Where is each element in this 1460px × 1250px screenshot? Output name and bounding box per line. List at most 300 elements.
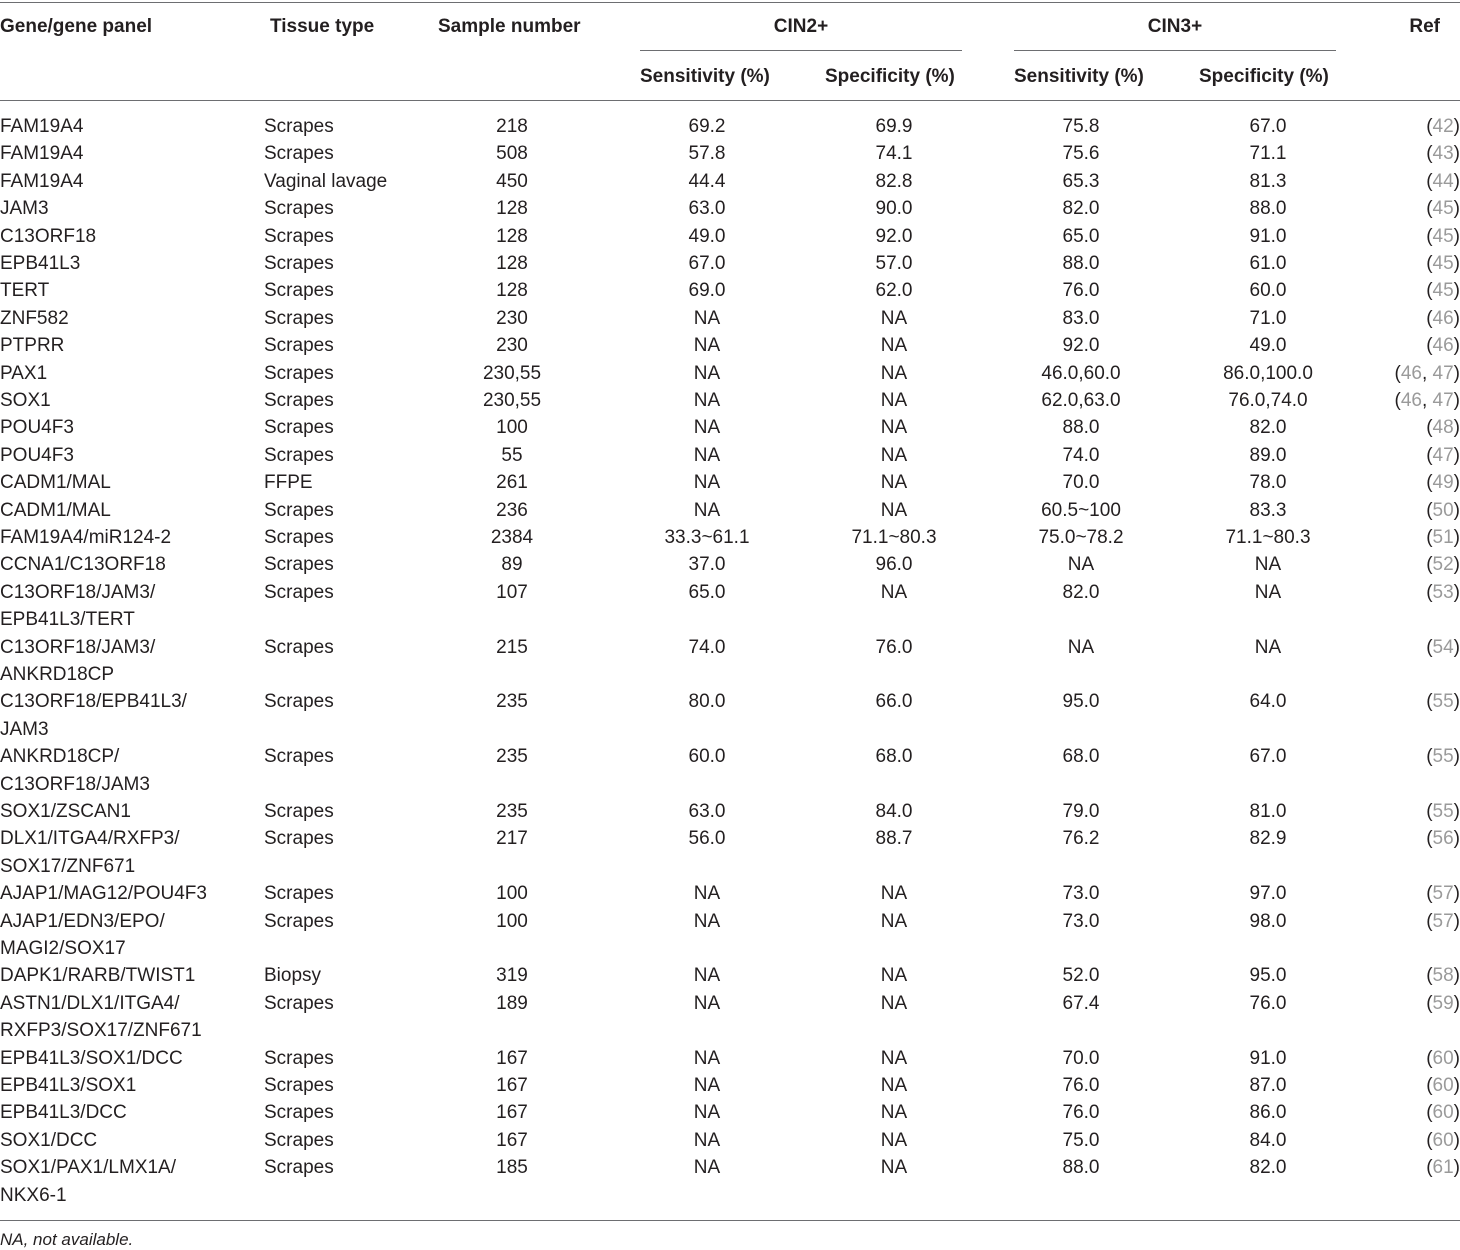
cell-tissue-type: Scrapes xyxy=(264,801,334,822)
cell-cin2-sensitivity: 56.0 xyxy=(688,828,726,850)
reference-link[interactable]: 45 xyxy=(1432,253,1454,274)
cell-cin2-sensitivity: 69.2 xyxy=(688,116,726,137)
cell-cin3-specificity: 71.0 xyxy=(1249,307,1287,329)
cell-cin3-sensitivity: 46.0,60.0 xyxy=(1041,362,1121,384)
cell-cin2-specificity: NA xyxy=(880,1075,908,1096)
cell-ref: (59) xyxy=(1426,992,1460,1014)
cell-cin2-sensitivity: 80.0 xyxy=(688,691,726,713)
cell-cin2-specificity: 88.7 xyxy=(875,828,913,850)
cell-gene-panel xyxy=(0,962,195,989)
cell-gene-panel xyxy=(0,551,166,578)
top-rule xyxy=(0,2,1460,3)
reference-link[interactable]: 43 xyxy=(1432,143,1454,165)
cell-cin3-sensitivity: 67.4 xyxy=(1062,992,1100,1014)
table-row xyxy=(0,332,1460,359)
table-row xyxy=(0,387,1460,414)
reference-link[interactable]: 48 xyxy=(1432,417,1454,439)
cell-tissue-type: Scrapes xyxy=(264,143,334,165)
reference-link[interactable]: 45 xyxy=(1432,280,1454,302)
cell-ref: (55) xyxy=(1426,691,1460,713)
reference-link[interactable]: 45 xyxy=(1432,198,1454,220)
gene-line: ANKRD18CP/ xyxy=(0,746,120,768)
cell-cin2-sensitivity: NA xyxy=(693,472,721,494)
cell-cin3-sensitivity: NA xyxy=(1067,554,1095,576)
cell-cin3-sensitivity: 75.6 xyxy=(1062,143,1100,165)
gene-line: PTPRR xyxy=(0,335,65,357)
cell-gene-panel xyxy=(0,634,155,689)
cell-cin2-specificity: NA xyxy=(880,307,908,329)
cell-sample-number: 100 xyxy=(496,417,528,439)
cell-cin3-specificity: NA xyxy=(1254,636,1282,658)
cell-gene-panel xyxy=(0,469,111,496)
cell-gene-panel xyxy=(0,277,49,304)
cell-ref: (45) xyxy=(1426,280,1460,302)
cell-gene-panel xyxy=(0,1127,97,1154)
reference-link[interactable]: 57 xyxy=(1432,883,1454,905)
gene-line: CCNA1/C13ORF18 xyxy=(0,554,166,576)
reference-link[interactable]: 60 xyxy=(1432,1075,1454,1096)
gene-line: SOX1 xyxy=(0,390,51,411)
cell-ref: (55) xyxy=(1426,746,1460,768)
cell-cin2-sensitivity: NA xyxy=(693,444,721,466)
cell-ref: (60) xyxy=(1426,1075,1460,1096)
cell-gene-panel xyxy=(0,1154,176,1209)
cell-cin2-sensitivity: 49.0 xyxy=(688,225,726,247)
cell-sample-number: 55 xyxy=(501,444,523,466)
reference-link[interactable]: 58 xyxy=(1432,965,1454,987)
cell-tissue-type: Scrapes xyxy=(264,362,334,384)
table-row xyxy=(0,798,1460,825)
reference-link[interactable]: 56 xyxy=(1432,828,1454,850)
cell-ref: (60) xyxy=(1426,1129,1460,1151)
cell-cin2-sensitivity: 44.4 xyxy=(688,170,726,192)
cell-sample-number: 236 xyxy=(496,499,528,521)
cell-sample-number: 319 xyxy=(496,965,528,987)
reference-link[interactable]: 53 xyxy=(1432,581,1454,603)
table-row xyxy=(0,825,1460,880)
cell-sample-number: 230,55 xyxy=(482,362,542,384)
cell-cin3-sensitivity: 88.0 xyxy=(1062,1157,1100,1179)
cell-cin3-sensitivity: 74.0 xyxy=(1062,444,1100,466)
reference-link[interactable]: 57 xyxy=(1432,910,1454,932)
cell-tissue-type: Scrapes xyxy=(264,307,334,329)
cell-sample-number: 185 xyxy=(496,1157,528,1179)
cell-gene-panel xyxy=(0,825,180,880)
gene-line: FAM19A4 xyxy=(0,143,84,165)
cell-sample-number: 100 xyxy=(496,910,528,932)
cell-ref: (43) xyxy=(1426,143,1460,165)
table-row xyxy=(0,168,1460,195)
cell-cin3-specificity: 82.9 xyxy=(1249,828,1287,850)
gene-line: C13ORF18/JAM3 xyxy=(0,773,150,795)
cell-cin2-specificity: 69.9 xyxy=(875,116,913,137)
cell-tissue-type: Scrapes xyxy=(264,417,334,439)
gene-line: ASTN1/DLX1/ITGA4/ xyxy=(0,992,180,1014)
table-row xyxy=(0,990,1460,1045)
cell-cin3-specificity: 95.0 xyxy=(1249,965,1287,987)
gene-line: JAM3 xyxy=(0,198,49,220)
cell-cin2-sensitivity: NA xyxy=(693,965,721,987)
gene-line: JAM3 xyxy=(0,718,49,740)
table-row xyxy=(0,442,1460,469)
cell-cin2-sensitivity: 74.0 xyxy=(688,636,726,658)
cell-tissue-type: Scrapes xyxy=(264,1157,334,1179)
table-row xyxy=(0,497,1460,524)
cell-cin2-specificity: NA xyxy=(880,883,908,905)
cell-cin3-specificity: 87.0 xyxy=(1249,1075,1287,1096)
cell-tissue-type: Scrapes xyxy=(264,828,334,850)
cell-sample-number: 89 xyxy=(501,554,523,576)
table-row xyxy=(0,113,1460,140)
cell-cin2-sensitivity: 60.0 xyxy=(688,746,726,768)
cell-tissue-type: Scrapes xyxy=(264,636,334,658)
cell-cin3-specificity: 71.1~80.3 xyxy=(1225,527,1311,548)
reference-link[interactable]: 45 xyxy=(1432,225,1454,247)
reference-link[interactable]: 55 xyxy=(1432,691,1454,713)
reference-link[interactable]: 44 xyxy=(1432,170,1454,192)
cell-cin2-specificity: 90.0 xyxy=(875,198,913,220)
cell-ref: (58) xyxy=(1426,965,1460,987)
header-tissue: Tissue type xyxy=(270,16,375,37)
cell-cin3-specificity: 49.0 xyxy=(1249,335,1287,357)
cell-ref: (56) xyxy=(1426,828,1460,850)
cell-ref: (46, 47) xyxy=(1394,390,1460,411)
gene-line: AJAP1/MAG12/POU4F3 xyxy=(0,883,207,905)
cell-ref: (45) xyxy=(1426,225,1460,247)
reference-link[interactable]: 59 xyxy=(1432,992,1454,1014)
cell-gene-panel xyxy=(0,140,83,167)
cell-tissue-type: FFPE xyxy=(264,472,313,494)
cell-sample-number: 167 xyxy=(496,1129,528,1151)
cell-gene-panel xyxy=(0,990,202,1045)
cell-sample-number: 218 xyxy=(496,116,528,137)
cell-cin3-sensitivity: 75.8 xyxy=(1062,116,1100,137)
cell-cin3-sensitivity: 75.0 xyxy=(1062,1129,1100,1151)
cell-cin2-specificity: NA xyxy=(880,910,908,932)
cell-cin3-specificity: 76.0,74.0 xyxy=(1228,390,1308,411)
reference-link[interactable]: 50 xyxy=(1432,499,1454,521)
cell-gene-panel xyxy=(0,579,155,634)
cell-cin3-specificity: 64.0 xyxy=(1249,691,1287,713)
gene-line: FAM19A4/miR124-2 xyxy=(0,527,172,548)
table-row xyxy=(0,688,1460,743)
cell-cin2-specificity: NA xyxy=(880,1047,908,1069)
reference-link[interactable]: 46 xyxy=(1432,307,1454,329)
cell-ref: (55) xyxy=(1426,801,1460,822)
table-footnote: NA, not available. xyxy=(0,1230,134,1249)
cell-cin2-specificity: 82.8 xyxy=(875,170,913,192)
cell-ref: (44) xyxy=(1426,170,1460,192)
reference-link[interactable]: 60 xyxy=(1432,1047,1454,1069)
cell-gene-panel xyxy=(0,332,64,359)
cell-ref: (61) xyxy=(1426,1157,1460,1179)
gene-line: SOX1/DCC xyxy=(0,1129,98,1151)
cell-ref: (47) xyxy=(1426,444,1460,466)
cell-ref: (52) xyxy=(1426,554,1460,576)
gene-line: SOX1/ZSCAN1 xyxy=(0,801,131,822)
cell-tissue-type: Scrapes xyxy=(264,554,334,576)
gene-line: FAM19A4 xyxy=(0,170,84,192)
reference-link[interactable]: 47 xyxy=(1432,362,1454,384)
cell-cin3-specificity: 78.0 xyxy=(1249,472,1287,494)
cell-cin3-specificity: 71.1 xyxy=(1249,143,1287,165)
gene-line: RXFP3/SOX17/ZNF671 xyxy=(0,1020,202,1042)
cell-cin2-sensitivity: NA xyxy=(693,883,721,905)
cell-cin2-sensitivity: NA xyxy=(693,417,721,439)
cell-tissue-type: Vaginal lavage xyxy=(264,170,388,192)
cell-cin3-specificity: 98.0 xyxy=(1249,910,1287,932)
table-row xyxy=(0,1154,1460,1209)
cell-ref: (46) xyxy=(1426,307,1460,329)
cell-tissue-type: Scrapes xyxy=(264,883,334,905)
cell-tissue-type: Scrapes xyxy=(264,390,334,411)
cell-cin2-sensitivity: NA xyxy=(693,362,721,384)
cell-tissue-type: Scrapes xyxy=(264,1102,334,1124)
header-cin2-sensitivity: Sensitivity (%) xyxy=(640,66,770,87)
reference-link[interactable]: 60 xyxy=(1432,1129,1454,1151)
cell-gene-panel xyxy=(0,1045,183,1072)
cell-cin2-specificity: NA xyxy=(880,581,908,603)
cell-gene-panel xyxy=(0,743,150,798)
cell-ref: (51) xyxy=(1426,527,1460,548)
table-row xyxy=(0,524,1460,551)
cell-cin3-sensitivity: 65.3 xyxy=(1062,170,1100,192)
cell-cin2-sensitivity: NA xyxy=(693,390,721,411)
cell-cin2-specificity: NA xyxy=(880,444,908,466)
cell-cin3-specificity: 82.0 xyxy=(1249,1157,1287,1179)
cell-sample-number: 167 xyxy=(496,1075,528,1096)
reference-link[interactable]: 47 xyxy=(1432,444,1454,466)
cell-cin2-sensitivity: 33.3~61.1 xyxy=(664,527,750,548)
gene-line: C13ORF18/JAM3/ xyxy=(0,636,156,658)
header-ref: Ref xyxy=(1409,16,1440,37)
reference-link[interactable]: 55 xyxy=(1432,746,1454,768)
cell-tissue-type: Scrapes xyxy=(264,225,334,247)
cell-cin2-sensitivity: 63.0 xyxy=(688,198,726,220)
cell-cin3-sensitivity: 82.0 xyxy=(1062,581,1100,603)
cell-cin2-sensitivity: NA xyxy=(693,335,721,357)
cell-sample-number: 167 xyxy=(496,1102,528,1124)
cell-cin3-sensitivity: 88.0 xyxy=(1062,253,1100,274)
cell-cin2-sensitivity: NA xyxy=(693,1102,721,1124)
cin3-span-rule xyxy=(1014,50,1336,51)
cell-sample-number: 508 xyxy=(496,143,528,165)
table-row xyxy=(0,360,1460,387)
cell-cin2-specificity: 71.1~80.3 xyxy=(851,527,937,548)
cell-tissue-type: Scrapes xyxy=(264,746,334,768)
cell-cin3-sensitivity: 76.0 xyxy=(1062,1075,1100,1096)
cell-cin2-sensitivity: 65.0 xyxy=(688,581,726,603)
table-row xyxy=(0,743,1460,798)
cell-tissue-type: Scrapes xyxy=(264,116,334,137)
cell-cin2-sensitivity: NA xyxy=(693,1157,721,1179)
cell-cin3-specificity: 91.0 xyxy=(1249,225,1287,247)
reference-link[interactable]: 54 xyxy=(1432,636,1454,658)
cell-cin2-specificity: NA xyxy=(880,335,908,357)
cell-cin2-sensitivity: 67.0 xyxy=(688,253,726,274)
table-row xyxy=(0,277,1460,304)
cell-cin3-sensitivity: 82.0 xyxy=(1062,198,1100,220)
cell-cin3-sensitivity: 88.0 xyxy=(1062,417,1100,439)
reference-link[interactable]: 46 xyxy=(1432,335,1454,357)
reference-link[interactable]: 42 xyxy=(1432,116,1454,137)
cell-cin3-sensitivity: 95.0 xyxy=(1062,691,1100,713)
cell-cin2-sensitivity: 57.8 xyxy=(688,143,726,165)
cell-cin3-sensitivity: 79.0 xyxy=(1062,801,1100,822)
reference-link[interactable]: 49 xyxy=(1432,472,1454,494)
gene-line: CADM1/MAL xyxy=(0,472,111,494)
cell-ref: (57) xyxy=(1426,910,1460,932)
cell-sample-number: 128 xyxy=(496,198,528,220)
table-row xyxy=(0,1127,1460,1154)
cell-cin3-sensitivity: 92.0 xyxy=(1062,335,1100,357)
cell-cin3-sensitivity: 52.0 xyxy=(1062,965,1100,987)
reference-link[interactable]: 61 xyxy=(1432,1157,1454,1179)
gene-line: EPB41L3/DCC xyxy=(0,1102,127,1124)
cell-gene-panel xyxy=(0,1099,127,1126)
cell-tissue-type: Scrapes xyxy=(264,335,334,357)
cell-ref: (45) xyxy=(1426,253,1460,274)
header-cin2-specificity: Specificity (%) xyxy=(825,66,955,87)
reference-link[interactable]: 46 xyxy=(1400,390,1422,411)
table-row xyxy=(0,551,1460,578)
cell-ref: (60) xyxy=(1426,1102,1460,1124)
table-row xyxy=(0,250,1460,277)
cell-tissue-type: Scrapes xyxy=(264,499,334,521)
table-row xyxy=(0,962,1460,989)
cell-gene-panel xyxy=(0,250,80,277)
cell-cin3-sensitivity: 73.0 xyxy=(1062,910,1100,932)
reference-link[interactable]: 52 xyxy=(1432,554,1454,576)
cell-cin2-specificity: NA xyxy=(880,472,908,494)
gene-line: EPB41L3/TERT xyxy=(0,609,135,631)
gene-line: C13ORF18 xyxy=(0,225,97,247)
cell-sample-number: 2384 xyxy=(490,527,534,548)
reference-link[interactable]: 55 xyxy=(1432,801,1454,822)
cell-sample-number: 235 xyxy=(496,801,528,822)
table-row xyxy=(0,880,1460,907)
cell-cin2-sensitivity: 69.0 xyxy=(688,280,726,302)
cell-cin3-sensitivity: NA xyxy=(1067,636,1095,658)
cell-gene-panel xyxy=(0,360,47,387)
cell-cin3-sensitivity: 73.0 xyxy=(1062,883,1100,905)
gene-line: POU4F3 xyxy=(0,444,74,466)
gene-line: EPB41L3/SOX1/DCC xyxy=(0,1047,183,1069)
header-rule xyxy=(0,100,1460,101)
header-cin3-specificity: Specificity (%) xyxy=(1199,66,1329,87)
cell-gene-panel xyxy=(0,113,83,140)
cell-cin2-specificity: 62.0 xyxy=(875,280,913,302)
cell-ref: (46, 47) xyxy=(1394,362,1460,384)
cell-cin3-specificity: 81.3 xyxy=(1249,170,1287,192)
cell-gene-panel xyxy=(0,414,74,441)
cell-cin2-specificity: NA xyxy=(880,965,908,987)
cell-cin3-specificity: 76.0 xyxy=(1249,992,1287,1014)
cell-sample-number: 235 xyxy=(496,746,528,768)
cell-sample-number: 261 xyxy=(496,472,528,494)
bottom-rule xyxy=(0,1220,1460,1221)
cell-gene-panel xyxy=(0,305,69,332)
cell-cin2-specificity: 96.0 xyxy=(875,554,913,576)
table-row xyxy=(0,305,1460,332)
cell-cin2-specificity: 74.1 xyxy=(875,143,913,165)
cell-cin3-sensitivity: 76.2 xyxy=(1062,828,1100,850)
cell-sample-number: 450 xyxy=(496,170,528,192)
cell-ref: (49) xyxy=(1426,472,1460,494)
cell-sample-number: 128 xyxy=(496,225,528,247)
cell-cin2-sensitivity: NA xyxy=(693,499,721,521)
cell-gene-panel xyxy=(0,195,49,222)
cell-sample-number: 107 xyxy=(496,581,528,603)
cell-sample-number: 230,55 xyxy=(482,390,542,411)
cell-ref: (57) xyxy=(1426,883,1460,905)
reference-link[interactable]: 47 xyxy=(1432,390,1454,411)
cell-sample-number: 217 xyxy=(496,828,528,850)
cell-cin3-sensitivity: 68.0 xyxy=(1062,746,1100,768)
cell-gene-panel xyxy=(0,524,171,551)
cell-tissue-type: Scrapes xyxy=(264,691,334,713)
table-row xyxy=(0,1099,1460,1126)
cell-cin3-specificity: 67.0 xyxy=(1249,116,1287,137)
cell-cin3-specificity: 60.0 xyxy=(1249,280,1287,302)
cell-gene-panel xyxy=(0,908,165,963)
cell-cin2-specificity: 68.0 xyxy=(875,746,913,768)
cell-cin2-sensitivity: NA xyxy=(693,1075,721,1096)
cell-gene-panel xyxy=(0,497,111,524)
cell-cin3-sensitivity: 60.5~100 xyxy=(1041,499,1121,521)
cell-gene-panel xyxy=(0,387,51,414)
cell-cin2-specificity: NA xyxy=(880,1129,908,1151)
gene-line: MAGI2/SOX17 xyxy=(0,938,126,959)
cell-cin3-specificity: NA xyxy=(1254,554,1282,576)
cell-cin3-sensitivity: 76.0 xyxy=(1062,280,1100,302)
cell-sample-number: 167 xyxy=(496,1047,528,1069)
cell-cin2-specificity: NA xyxy=(880,499,908,521)
table-row xyxy=(0,579,1460,634)
cell-cin2-specificity: NA xyxy=(880,390,908,411)
cell-cin2-specificity: NA xyxy=(880,1157,908,1179)
cell-cin3-specificity: NA xyxy=(1254,581,1282,603)
gene-line: AJAP1/EDN3/EPO/ xyxy=(0,910,165,932)
cell-cin2-sensitivity: 37.0 xyxy=(688,554,726,576)
cell-cin3-specificity: 88.0 xyxy=(1249,198,1287,220)
header-cin2: CIN2+ xyxy=(773,16,829,37)
cell-tissue-type: Scrapes xyxy=(264,910,334,932)
table-row xyxy=(0,1072,1460,1099)
table-row xyxy=(0,195,1460,222)
cell-cin2-sensitivity: NA xyxy=(693,992,721,1014)
cell-cin2-sensitivity: NA xyxy=(693,1129,721,1151)
cell-gene-panel xyxy=(0,1072,136,1099)
reference-link[interactable]: 46 xyxy=(1400,362,1422,384)
cell-tissue-type: Scrapes xyxy=(264,280,334,302)
reference-link[interactable]: 60 xyxy=(1432,1102,1454,1124)
cin2-span-rule xyxy=(640,50,962,51)
gene-line: SOX1/PAX1/LMX1A/ xyxy=(0,1157,177,1179)
cell-cin3-sensitivity: 65.0 xyxy=(1062,225,1100,247)
gene-line: ANKRD18CP xyxy=(0,664,115,685)
gene-line: POU4F3 xyxy=(0,417,74,439)
cell-tissue-type: Scrapes xyxy=(264,253,334,274)
gene-line: SOX17/ZNF671 xyxy=(0,855,136,877)
gene-line: EPB41L3/SOX1 xyxy=(0,1075,137,1096)
header-sample: Sample number xyxy=(438,16,581,37)
reference-link[interactable]: 51 xyxy=(1432,527,1454,548)
cell-tissue-type: Scrapes xyxy=(264,1075,334,1096)
cell-tissue-type: Scrapes xyxy=(264,1129,334,1151)
cell-ref: (45) xyxy=(1426,198,1460,220)
cell-cin3-specificity: 86.0 xyxy=(1249,1102,1287,1124)
